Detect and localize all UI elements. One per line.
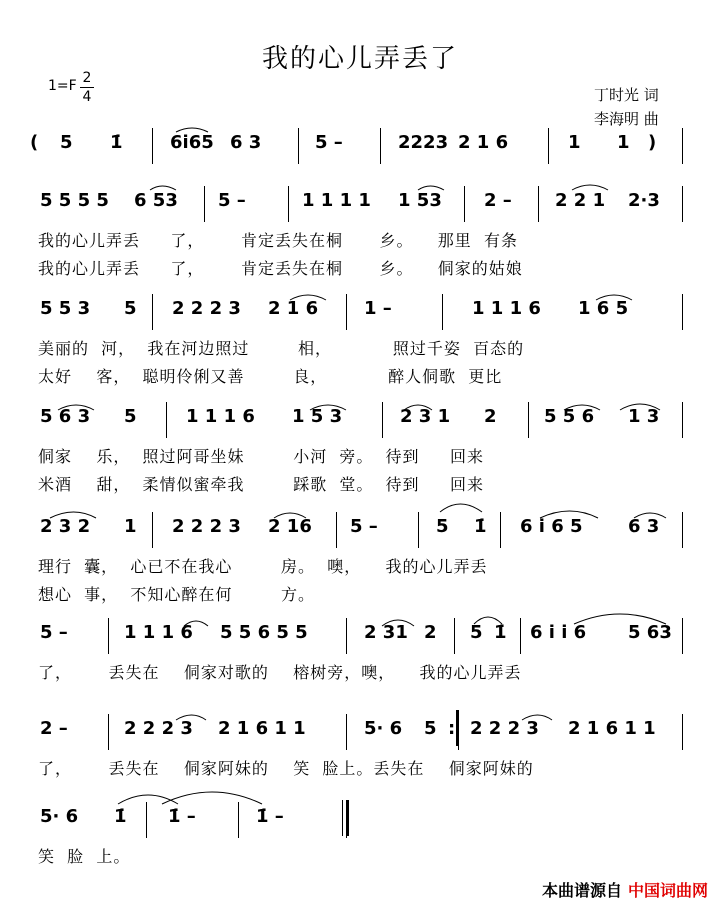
score-row	[0, 806, 720, 866]
barline	[520, 618, 521, 654]
note-group: 6 i 6 5	[520, 516, 583, 537]
note-group: 1 –	[364, 298, 392, 319]
time-signature	[80, 70, 94, 105]
note-group: 2 –	[40, 718, 68, 739]
note-group: 2 3 2	[40, 516, 91, 537]
barline	[538, 186, 539, 222]
barline	[682, 186, 683, 222]
barline	[152, 512, 153, 548]
lyric-line: 我的心儿弄丢 了， 肯定丢失在桐 乡。 侗家的姑娘	[38, 259, 523, 278]
score-row	[0, 718, 720, 778]
barline	[166, 402, 167, 438]
note-group: 5	[424, 718, 437, 739]
note-group: 1 1 1 6	[186, 406, 255, 427]
note-group: 1	[568, 132, 581, 153]
barline	[238, 802, 239, 838]
time-signature-bottom: 4	[82, 89, 92, 105]
note-group: 6 i i 6	[530, 622, 587, 643]
lyric-line: 我的心儿弄丢 了， 肯定丢失在桐 乡。 那里 有条	[38, 231, 518, 250]
barline	[108, 618, 109, 654]
source-site[interactable]: 中国词曲网	[627, 881, 708, 900]
barline	[298, 128, 299, 164]
note-group: :	[448, 718, 456, 739]
note-group: 5 –	[315, 132, 343, 153]
barline	[682, 294, 683, 330]
barline	[464, 186, 465, 222]
lyric-line: 美丽的 河， 我在河边照过 相， 照过千姿 百态的	[38, 339, 525, 358]
note-group: 2 2 2 3	[172, 298, 241, 319]
lyric-line: 太好 客， 聪明伶俐又善 良， 醉人侗歌 更比	[38, 367, 503, 386]
barline	[336, 512, 337, 548]
score-row	[0, 132, 720, 182]
note-group: 2 1 6	[268, 298, 319, 319]
lyric-line: 侗家 乐， 照过阿哥坐妹 小河 旁。 待到 回来	[38, 447, 484, 466]
note-group: 2 –	[484, 190, 512, 211]
barline	[204, 186, 205, 222]
barline	[146, 802, 147, 838]
source-footer	[542, 878, 708, 901]
barline	[682, 714, 683, 750]
note-group: 2 31	[364, 622, 408, 643]
barline	[548, 128, 549, 164]
note-group: 5 6 3	[40, 406, 91, 427]
note-group: 1 53	[398, 190, 442, 211]
barline	[528, 402, 529, 438]
lyric-line: 想心 事， 不知心醉在何 方。	[38, 585, 316, 604]
note-group: 1	[124, 516, 137, 537]
final-barline-thin	[342, 800, 343, 836]
note-group: 2 1 6 1 1	[218, 718, 306, 739]
barline	[380, 128, 381, 164]
note-group: 5 5 6	[544, 406, 595, 427]
barline	[152, 294, 153, 330]
barline	[500, 512, 501, 548]
note-group: 5	[470, 622, 483, 643]
barline	[682, 512, 683, 548]
note-group: 2223	[398, 132, 449, 153]
lyricist: 丁时光 词	[594, 86, 659, 104]
lyric-line: 理行 囊， 心已不在我心 房。 噢， 我的心儿弄丢	[38, 557, 488, 576]
lyric-line: 了， 丢失在 侗家对歌的 榕树旁，噢， 我的心儿弄丢	[38, 663, 522, 682]
barline	[346, 714, 347, 750]
barline	[346, 294, 347, 330]
note-group: 1 1 1 1	[302, 190, 371, 211]
note-group: 2 2 2 3	[124, 718, 193, 739]
note-group: 1 1 1 6	[124, 622, 193, 643]
barline	[382, 402, 383, 438]
note-group: 1 5 3	[292, 406, 343, 427]
note-group: 2 2 1	[555, 190, 606, 211]
note-group: 1̇ –	[168, 806, 196, 827]
note-group: 1̇	[114, 806, 127, 827]
song-title: 我的心儿弄丢了	[261, 44, 458, 74]
source-label: 本曲谱源自	[541, 881, 622, 900]
barline	[108, 714, 109, 750]
note-group: 2·3	[628, 190, 660, 211]
note-group: 1 3	[628, 406, 660, 427]
note-group: 2 2 2 3	[470, 718, 539, 739]
score-row	[0, 622, 720, 682]
key-signature: 1=F	[48, 78, 77, 94]
note-group: 1̇	[110, 132, 123, 153]
barline	[442, 294, 443, 330]
note-group: 5	[436, 516, 449, 537]
score-row	[0, 516, 720, 604]
note-group: 1	[617, 132, 630, 153]
note-group: 5 5 6 5 5	[220, 622, 308, 643]
note-group: 5 63	[628, 622, 672, 643]
composer: 李海明 曲	[594, 110, 659, 128]
note-group: 1̇	[474, 516, 487, 537]
repeat-barline	[456, 710, 459, 746]
note-group: 5· 6	[40, 806, 79, 827]
note-group: 5 –	[40, 622, 68, 643]
lyric-line: 米酒 甜， 柔情似蜜牵我 踩歌 堂。 待到 回来	[38, 475, 484, 494]
note-group: 1 1 1 6	[472, 298, 541, 319]
final-barline-thick	[346, 800, 349, 836]
barline	[288, 186, 289, 222]
note-group: 1̇	[494, 622, 507, 643]
note-group: 6 3	[628, 516, 660, 537]
note-group: 6i65	[170, 132, 214, 153]
note-group: 5	[124, 298, 137, 319]
note-group: 1̇ –	[256, 806, 284, 827]
note-group: 2 2 2 3	[172, 516, 241, 537]
note-group: 5· 6	[364, 718, 403, 739]
note-group: 5 –	[218, 190, 246, 211]
note-group: 2	[484, 406, 497, 427]
note-group: 2 1 6	[458, 132, 509, 153]
note-group: 2 3 1	[400, 406, 451, 427]
note-group: 2 16	[268, 516, 312, 537]
note-group: 6 3	[230, 132, 262, 153]
note-group: 2 1 6 1 1	[568, 718, 656, 739]
barline	[418, 512, 419, 548]
time-signature-top: 2	[82, 70, 92, 86]
note-group: 5	[60, 132, 73, 153]
barline	[682, 402, 683, 438]
barline	[682, 618, 683, 654]
note-group: 5 –	[350, 516, 378, 537]
note-group: 6 53	[134, 190, 178, 211]
note-group: (	[30, 132, 39, 153]
lyric-line: 笑 脸 上。	[38, 847, 131, 866]
note-group: 5 5 5 5	[40, 190, 109, 211]
score-row	[0, 406, 720, 494]
note-group: )	[648, 132, 657, 153]
barline	[682, 128, 683, 164]
score-row	[0, 190, 720, 278]
note-group: 1 6 5	[578, 298, 629, 319]
barline	[152, 128, 153, 164]
barline	[454, 618, 455, 654]
note-group: 5	[124, 406, 137, 427]
score-row	[0, 298, 720, 386]
lyric-line: 了， 丢失在 侗家阿妹的 笑 脸上。丢失在 侗家阿妹的	[38, 759, 534, 778]
note-group: 5 5 3	[40, 298, 91, 319]
note-group: 2	[424, 622, 437, 643]
barline	[346, 618, 347, 654]
